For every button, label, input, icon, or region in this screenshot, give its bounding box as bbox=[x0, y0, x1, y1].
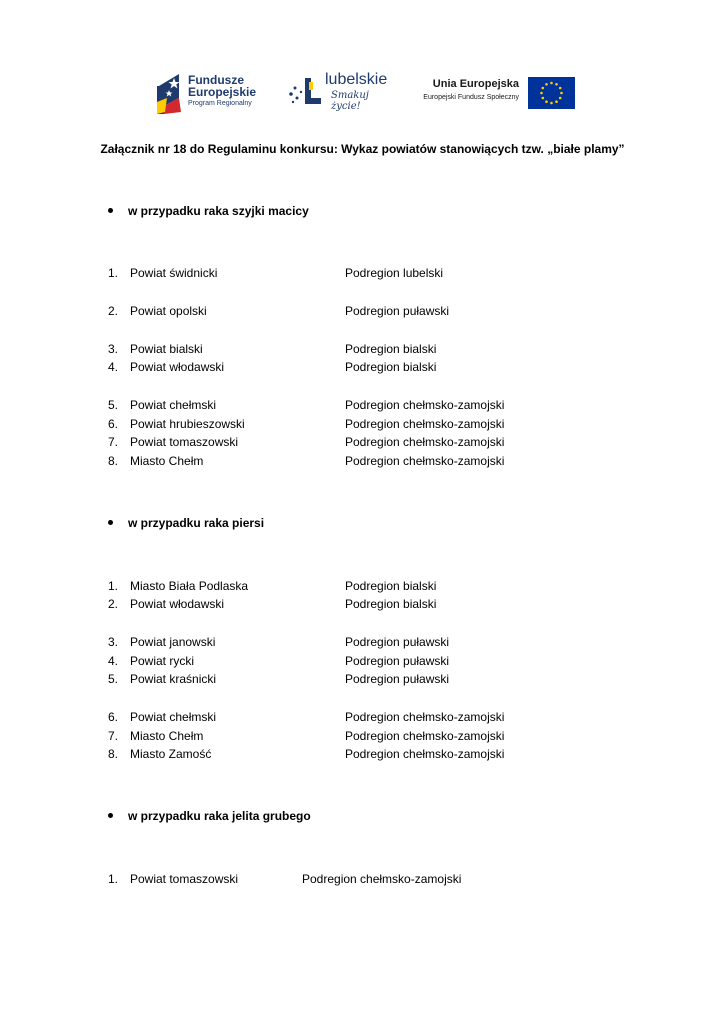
fe-star-icon bbox=[157, 72, 185, 114]
fe-line1: Fundusze bbox=[188, 73, 244, 87]
bullet-icon bbox=[108, 208, 113, 213]
fe-line3: Program Regionalny bbox=[188, 100, 252, 107]
fundusze-europejskie-logo bbox=[157, 72, 267, 114]
lubelskie-slogan: Smakuj życie! bbox=[331, 90, 369, 112]
lubelskie-mark-icon bbox=[287, 74, 323, 108]
ue-line1: Unia Europejska bbox=[432, 78, 519, 90]
logo-bar bbox=[0, 70, 725, 116]
fe-line2: Europejskie bbox=[188, 85, 257, 99]
section-heading: w przypadku raka jelita grubego bbox=[108, 809, 311, 823]
ue-line2: Europejski Fundusz Społeczny bbox=[423, 94, 519, 101]
lubelskie-logo bbox=[287, 70, 397, 116]
section-heading: w przypadku raka piersi bbox=[108, 516, 264, 530]
lubelskie-name: lubelskie bbox=[325, 71, 388, 88]
document-title: Załącznik nr 18 do Regulaminu konkursu: Wykaz powiatów stanowiących tzw. „białe plamy” bbox=[100, 142, 625, 156]
section-heading: w przypadku raka szyjki macicy bbox=[108, 204, 309, 218]
bullet-icon bbox=[108, 813, 113, 818]
eu-flag-icon bbox=[528, 77, 575, 109]
bullet-icon bbox=[108, 520, 113, 525]
unia-europejska-logo bbox=[418, 74, 578, 114]
